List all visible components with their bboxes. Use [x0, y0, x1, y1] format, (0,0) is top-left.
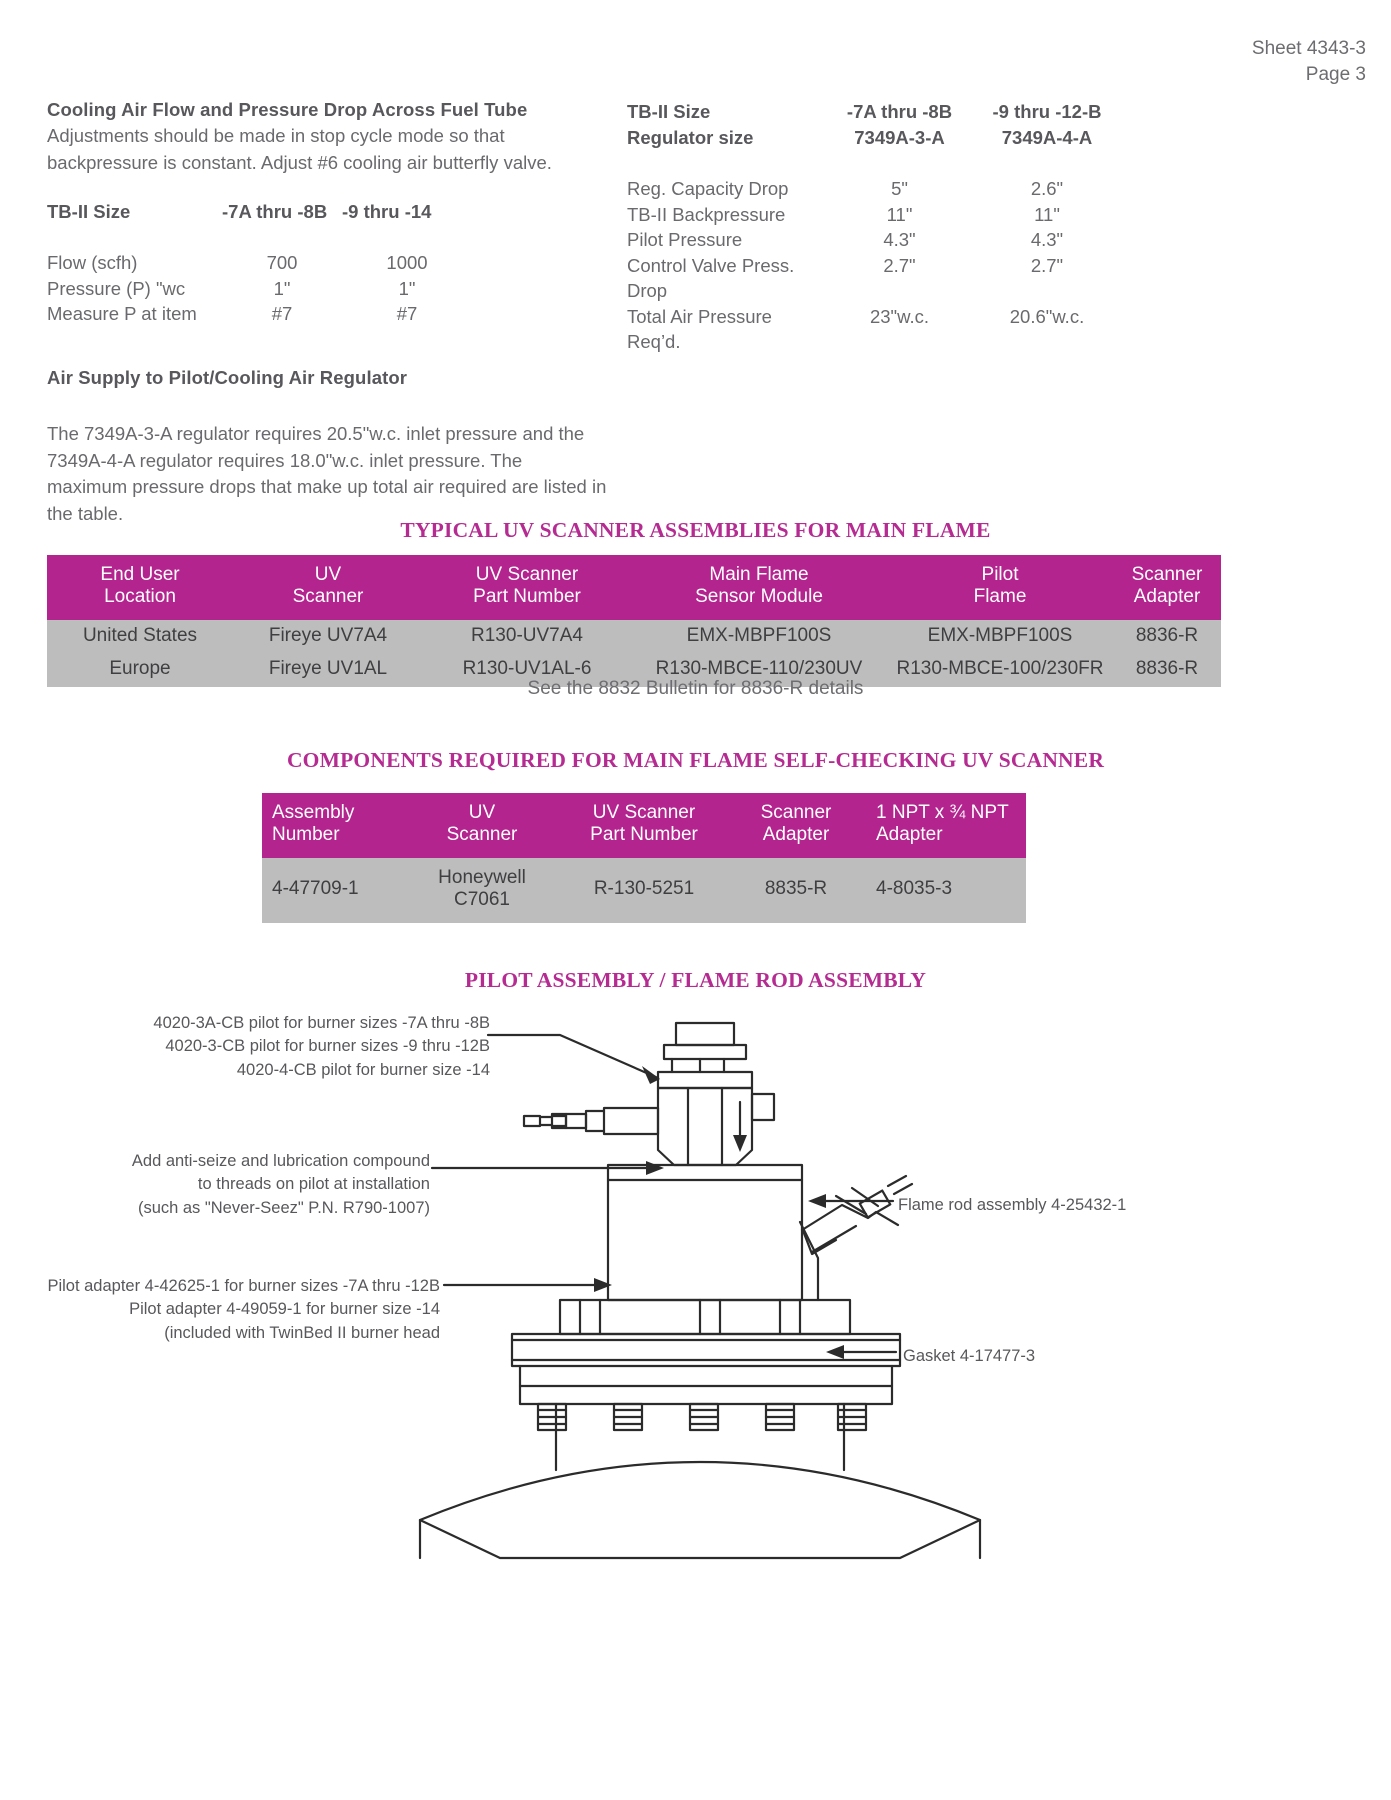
left-column: [47, 99, 607, 528]
header-line-2: Scanner: [292, 586, 364, 608]
table-row: [627, 125, 1122, 151]
table-row: [47, 250, 472, 276]
header-line-2: Part Number: [590, 824, 698, 846]
table-row: [627, 176, 1122, 202]
row-label: Pressure (P) "wc: [47, 277, 186, 299]
header-line-1: Assembly: [272, 802, 355, 823]
column-header-npt-adapter: [864, 793, 1026, 858]
row-value: 5": [891, 178, 908, 200]
cooling-air-size-table: [47, 199, 472, 327]
left-fitting-tail: [540, 1117, 552, 1125]
row-value: 2.7": [1030, 254, 1064, 276]
pilot-assembly-title: PILOT ASSEMBLY / FLAME ROD ASSEMBLY: [464, 968, 927, 992]
header-line-2: Adapter: [762, 824, 830, 846]
row-value: #7: [271, 303, 293, 325]
row-value: 2.6": [1030, 178, 1064, 200]
stud-3-threads: [690, 1410, 718, 1424]
callout-line-2: 4020-3-CB pilot for burner sizes -9 thru -12B: [165, 1037, 490, 1056]
column-header-scanner-adapter: [1113, 555, 1221, 620]
left-fitting-nut: [586, 1111, 604, 1131]
row-value: 11": [886, 203, 913, 225]
cell-part-number: R-130-5251: [560, 858, 728, 923]
column-header-uv-scanner: [404, 793, 560, 858]
column-header-pilot-flame: [887, 555, 1113, 620]
row-value: 1": [398, 277, 416, 299]
row-value: 11": [1034, 203, 1060, 225]
header-line-2: Adapter: [876, 824, 943, 846]
cell-location: Europe: [47, 653, 233, 686]
column-header-main-flame-sensor-module: [631, 555, 887, 620]
header-line-1: Scanner: [1131, 564, 1203, 585]
table-row: [262, 858, 1026, 923]
header-line-1: UV Scanner: [475, 564, 579, 585]
cell-pilot-flame: R130-MBCE-100/230FR: [887, 653, 1113, 686]
header-line-2: Location: [104, 586, 176, 608]
flame-rod-tip: [888, 1176, 912, 1194]
reg-size-col2: 7349A-4-A: [1001, 126, 1093, 148]
header-line-1: UV Scanner: [592, 802, 696, 823]
arrowhead-gasket: [826, 1345, 844, 1359]
header-line-1: Scanner: [760, 802, 832, 823]
pilot-assembly-line-drawing: [0, 990, 1391, 1800]
header-line-1: UV: [314, 564, 342, 585]
sheet-header: [1252, 36, 1366, 87]
stud-5-threads: [838, 1410, 866, 1424]
cell-pilot-flame: EMX-MBPF100S: [887, 620, 1113, 653]
air-supply-paragraph: The 7349A-3-A regulator requires 20.5"w.c. inlet pressure and the 7349A-4-A regulator requires 18.0"w.c. inlet pressure. The maximum pressure drops that make up total air required are listed in the table.: [47, 422, 607, 525]
cooling-air-heading: Cooling Air Flow and Pressure Drop Across Fuel Tube: [47, 99, 528, 120]
stud-4-threads: [766, 1410, 794, 1424]
header-line-2: Adapter: [1133, 586, 1201, 608]
cell-scanner-adapter: 8835-R: [728, 858, 864, 923]
column-header-uv-scanner-part-number: [560, 793, 728, 858]
components-table-title: COMPONENTS REQUIRED FOR MAIN FLAME SELF-CHECKING UV SCANNER: [286, 748, 1105, 772]
pilot-body: [658, 1088, 752, 1165]
gasket-callout: Gasket 4-17477-3: [903, 1347, 1036, 1365]
callout-line-2: to threads on pilot at installation: [197, 1175, 430, 1194]
row-value: 1000: [386, 252, 428, 274]
cell-scanner-adapter: 8836-R: [1113, 620, 1221, 653]
cell-location: United States: [47, 620, 233, 653]
cell-sensor-module: EMX-MBPF100S: [631, 620, 887, 653]
table-row: [627, 99, 1122, 125]
table-row: [627, 150, 1122, 176]
stud-1-threads: [538, 1410, 566, 1424]
reg-header-col1: -7A thru -8B: [846, 101, 953, 122]
right-column: [627, 99, 1207, 355]
regulator-table: [627, 99, 1122, 355]
lower-flange-upper: [560, 1300, 850, 1334]
row-label: Measure P at item: [47, 303, 197, 325]
left-fitting-body: [604, 1108, 658, 1134]
header-line-2: Flame: [973, 586, 1027, 608]
reg-header-label: TB-II Size: [627, 101, 711, 122]
row-value: 2.7": [883, 254, 916, 276]
callout-line-1: Pilot adapter 4-42625-1 for burner sizes -7A thru -12B: [47, 1277, 440, 1295]
header-line-1: 1 NPT x ¾ NPT: [876, 802, 1009, 823]
burner-shell: [420, 1462, 980, 1558]
arrowhead-pilot-adapter: [594, 1278, 612, 1292]
table-header-row: [47, 555, 1221, 620]
column-header-uv-scanner-part-number: [423, 555, 631, 620]
left-fitting-collar: [566, 1114, 586, 1128]
pilot-main-housing: [608, 1165, 802, 1300]
leader-line-pilot-size: [488, 1035, 658, 1078]
flame-rod-lower: [812, 1226, 856, 1252]
table-row: [47, 199, 472, 225]
cell-sensor-module: R130-MBCE-110/230UV: [631, 653, 887, 686]
reg-size-col1: 7349A-3-A: [854, 126, 945, 148]
header-line-2: Number: [272, 824, 340, 846]
row-label: TB-II Backpressure: [627, 203, 786, 225]
left-fitting-threads: [552, 1116, 566, 1126]
table-row: [47, 301, 472, 327]
tb-size-col1: -7A thru -8B: [222, 200, 328, 222]
table-row: [47, 620, 1221, 653]
page-number: Page 3: [1305, 63, 1366, 85]
callout-line-2: Pilot adapter 4-49059-1 for burner size -14: [129, 1300, 440, 1319]
cell-scanner-adapter: 8836-R: [1113, 653, 1221, 686]
table-row: [627, 304, 1122, 355]
table-row: [627, 253, 1122, 304]
column-header-assembly-number: [262, 793, 404, 858]
table-row: [47, 276, 472, 302]
row-label: Pilot Pressure: [627, 229, 743, 251]
tb-size-label: TB-II Size: [47, 200, 131, 222]
cell-uv-scanner: Fireye UV1AL: [233, 653, 423, 686]
row-label: Flow (scfh): [47, 252, 138, 274]
pilot-right-port: [752, 1094, 774, 1120]
row-label: Reg. Capacity Drop: [627, 178, 789, 200]
header-line-2: Scanner: [446, 824, 518, 846]
uv-scanner-assemblies-table: [47, 555, 1221, 687]
lower-flange-bolt-lines: [580, 1300, 800, 1334]
table-row: [627, 227, 1122, 253]
table-header-row: [262, 793, 1026, 858]
pilot-assembly-diagram: [0, 990, 1391, 1800]
cooling-air-paragraph: Adjustments should be made in stop cycle mode so that backpressure is constant. Adjust #6 cooling air butterfly valve.: [47, 125, 552, 173]
header-line-1: End User: [100, 564, 180, 585]
row-value: 4.3": [883, 229, 916, 251]
reg-header-col2: -9 thru -12-B: [992, 101, 1102, 122]
header-line-2: Part Number: [473, 586, 581, 608]
row-value: 23"w.c.: [869, 305, 929, 327]
pilot-top-cap: [676, 1023, 734, 1045]
callout-line-1: Add anti-seize and lubrication compound: [131, 1152, 430, 1170]
row-label: Total Air Pressure Req’d.: [627, 305, 772, 353]
pilot-upper-flange: [658, 1072, 752, 1088]
uv-scanner-table-title: TYPICAL UV SCANNER ASSEMBLIES FOR MAIN FLAME: [400, 518, 991, 542]
self-checking-uv-scanner-components-table: [262, 793, 1026, 923]
arrowhead-flame-rod: [808, 1194, 826, 1208]
callout-line-1: 4020-3A-CB pilot for burner sizes -7A thru -8B: [153, 1014, 490, 1032]
cell-assembly-number: 4-47709-1: [262, 858, 404, 923]
column-header-scanner-adapter: [728, 793, 864, 858]
header-line-1: Pilot: [981, 564, 1019, 585]
callout-line-3: (such as "Never-Seez" P.N. R790-1007): [137, 1198, 430, 1217]
sheet-number: Sheet 4343-3: [1251, 38, 1366, 59]
cell-npt-adapter: 4-8035-3: [864, 858, 1026, 923]
air-supply-heading: Air Supply to Pilot/Cooling Air Regulator: [47, 366, 408, 388]
cell-part-number: R130-UV1AL-6: [423, 653, 631, 686]
stud-2-threads: [614, 1410, 642, 1424]
tb-size-col2: -9 thru -14: [342, 200, 432, 222]
flow-arrow-head: [733, 1135, 747, 1152]
header-line-1: UV: [468, 802, 496, 823]
header-line-1: Main Flame: [709, 564, 809, 585]
column-header-uv-scanner: [233, 555, 423, 620]
reg-size-label: Regulator size: [627, 126, 754, 148]
row-value: #7: [396, 303, 418, 325]
cell-uv-scanner: Fireye UV7A4: [233, 620, 423, 653]
inner-tube-walls: [556, 1404, 844, 1470]
pilot-cap-flange: [664, 1045, 746, 1059]
callout-line-3: (included with TwinBed II burner head: [164, 1323, 440, 1342]
callout-line-3: 4020-4-CB pilot for burner size -14: [236, 1060, 490, 1079]
row-value: 700: [266, 252, 298, 274]
pilot-cap-bolts: [672, 1059, 724, 1072]
left-fitting-tip: [524, 1116, 540, 1126]
arrowhead-anti-seize: [646, 1161, 664, 1175]
pilot-body-edges: [688, 1088, 722, 1165]
row-value: 1": [273, 277, 291, 299]
header-line-2: Sensor Module: [695, 586, 823, 608]
row-value: 20.6"w.c.: [1009, 305, 1085, 327]
row-value: 4.3": [1030, 229, 1064, 251]
uv-scanner-table-note: See the 8832 Bulletin for 8836-R details: [527, 678, 864, 699]
row-label: Control Valve Press. Drop: [627, 254, 795, 302]
table-row: [47, 224, 472, 250]
table-row: [627, 202, 1122, 228]
flame-rod-callout: Flame rod assembly 4-25432-1: [898, 1196, 1127, 1214]
cell-part-number: R130-UV7A4: [423, 620, 631, 653]
burner-shell-sides: [420, 1520, 980, 1558]
cell-uv-scanner: Honeywell C7061: [404, 858, 560, 923]
column-header-end-user-location: [47, 555, 233, 620]
